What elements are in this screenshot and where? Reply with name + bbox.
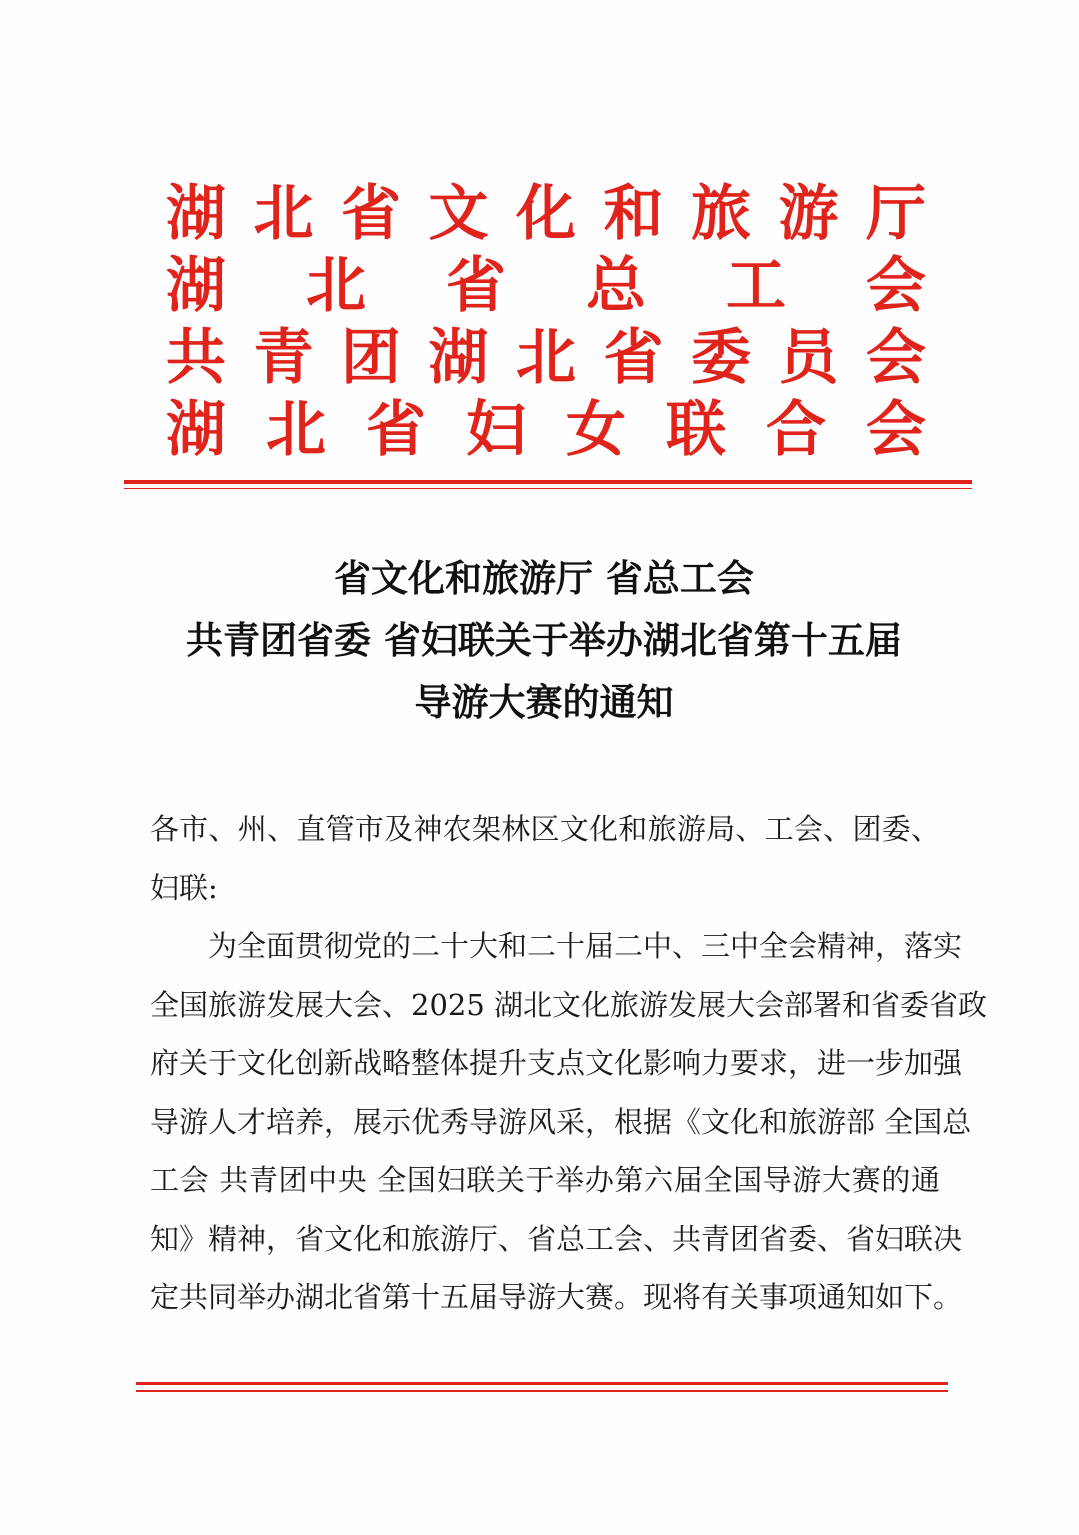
issuer-char: 厅 (866, 179, 926, 249)
issuer-line (166, 250, 926, 322)
issuer-char: 湖 (428, 323, 489, 393)
issuer-char: 会 (866, 251, 926, 321)
paragraph-line: 导游人才培养，展示优秀导游风采，根据《文化和旅游部 全国总 (150, 1104, 972, 1139)
issuer-char: 工 (726, 251, 786, 321)
paragraph-line: 府关于文化创新战略整体提升支点文化影响力要求，进一步加强 (150, 1046, 963, 1080)
paragraph-line: 全国旅游发展大会、2025 湖北文化旅游发展大会部署和省委省政 (150, 987, 988, 1022)
issuer-char: 合 (766, 395, 826, 465)
title-line: 省文化和旅游厅 省总工会 (334, 557, 754, 600)
issuer-char: 省 (446, 251, 506, 321)
issuer-char: 北 (306, 251, 366, 321)
red-header-rule (124, 480, 972, 484)
issuer-char: 员 (778, 323, 839, 393)
issuer-char: 旅 (691, 179, 751, 249)
paragraph-line: 定共同举办湖北省第十五届导游大赛。现将有关事项通知如下。 (150, 1280, 963, 1314)
issuer-char: 文 (428, 179, 489, 249)
issuer-char: 女 (566, 395, 626, 465)
title-line: 导游大赛的通知 (414, 681, 674, 724)
addressee-line: 妇联: (150, 870, 218, 905)
issuer-char: 联 (666, 395, 726, 465)
issuer-char: 湖 (166, 179, 226, 249)
issuer-line (166, 178, 926, 250)
document-title (100, 548, 988, 734)
issuer-char: 委 (691, 323, 751, 393)
issuer-char: 总 (586, 251, 646, 321)
paragraph-line: 知》精神，省文化和旅游厅、省总工会、共青团省委、省妇联决 (150, 1221, 963, 1256)
document-body (150, 800, 988, 1327)
issuer-char: 湖 (166, 395, 226, 465)
issuer-char: 团 (341, 323, 401, 393)
issuer-char: 北 (516, 323, 576, 393)
issuer-char: 会 (866, 323, 926, 393)
addressee-line: 各市、州、直管市及神农架林区文化和旅游局、工会、团委、 (150, 812, 940, 846)
issuer-char: 化 (516, 179, 576, 249)
red-header-rule-thin (124, 488, 972, 489)
issuer-line (166, 394, 926, 466)
issuer-char: 会 (866, 395, 926, 465)
issuing-organizations (166, 178, 926, 466)
issuer-char: 省 (341, 179, 401, 249)
issuer-char: 省 (366, 395, 426, 465)
red-footer-rule-thin (136, 1390, 948, 1392)
issuer-char: 共 (166, 323, 226, 393)
issuer-char: 妇 (466, 395, 526, 465)
issuer-char: 和 (603, 179, 664, 249)
issuer-line (166, 322, 926, 394)
title-line: 共青团省委 省妇联关于举办湖北省第十五届 (186, 619, 902, 662)
issuer-char: 湖 (166, 251, 226, 321)
paragraph-line: 工会 共青团中央 全国妇联关于举办第六届全国导游大赛的通 (150, 1163, 940, 1197)
red-footer-rule (136, 1382, 948, 1385)
issuer-char: 省 (603, 323, 664, 393)
issuer-char: 青 (253, 323, 314, 393)
issuer-char: 北 (266, 395, 326, 465)
issuer-char: 游 (778, 179, 839, 249)
paragraph-line: 为全面贯彻党的二十大和二十届二中、三中全会精神，落实 (208, 929, 963, 963)
issuer-char: 北 (253, 179, 314, 249)
